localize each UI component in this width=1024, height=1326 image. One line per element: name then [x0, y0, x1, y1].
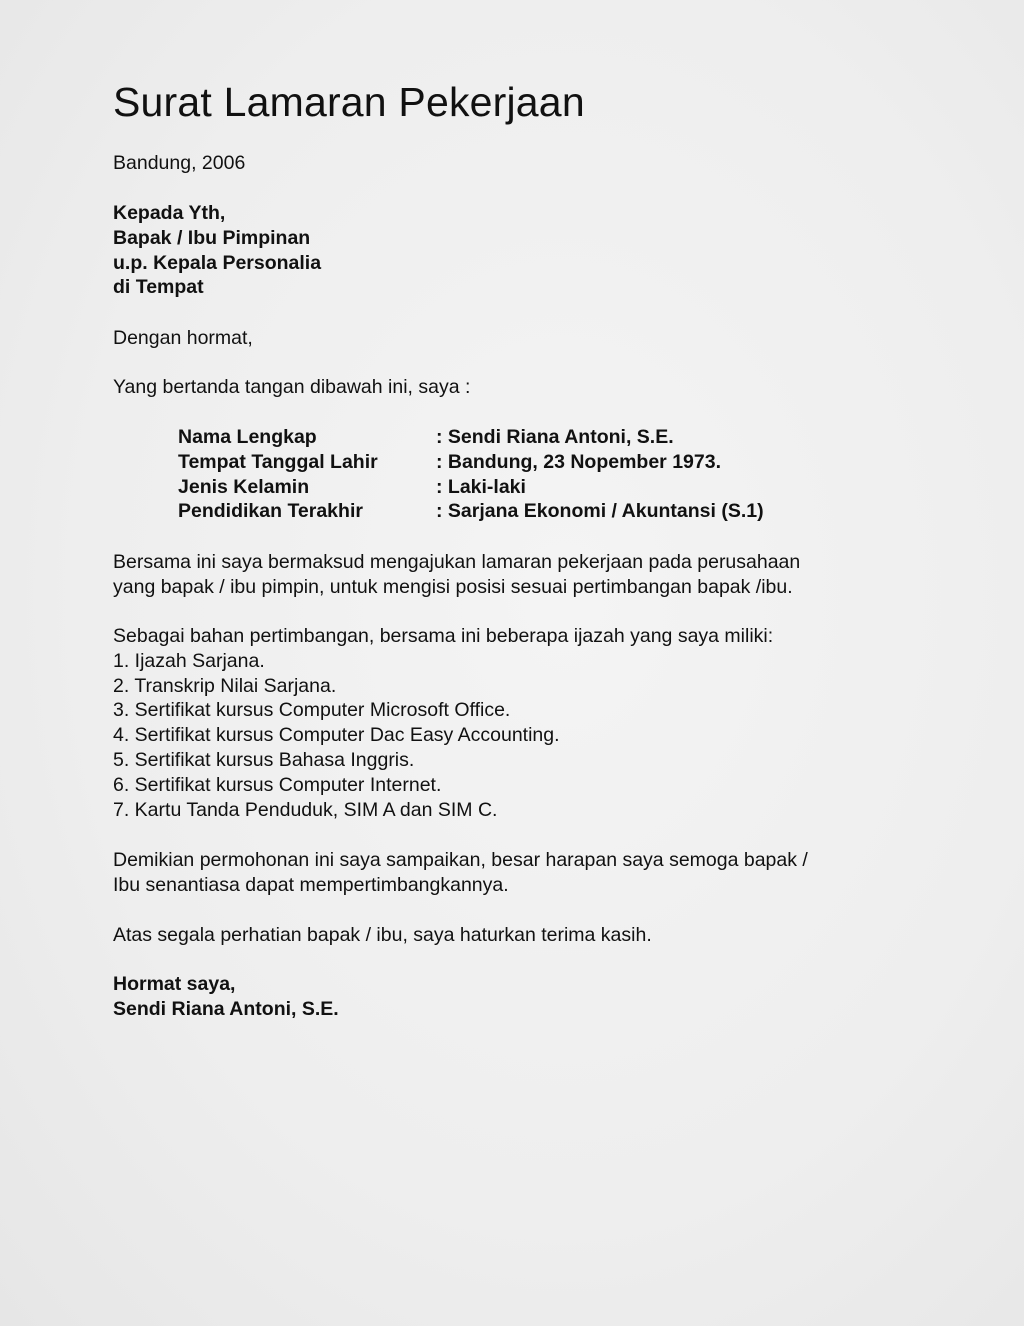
identity-label: Nama Lengkap [178, 426, 317, 448]
attachment-item: 5. Sertifikat kursus Bahasa Inggris. [113, 748, 415, 771]
recipient-line: Kepada Yth, [113, 202, 226, 224]
attachment-item: 6. Sertifikat kursus Computer Internet. [113, 773, 442, 796]
paragraph-line: Ibu senantiasa dapat mempertimbangkannya. [113, 873, 509, 896]
identity-value: : Sarjana Ekonomi / Akuntansi (S.1) [436, 500, 764, 523]
identity-value: : Laki-laki [436, 475, 526, 498]
attachment-item: 3. Sertifikat kursus Computer Microsoft Office. [113, 699, 511, 722]
thanks-text: Atas segala perhatian bapak / ibu, saya haturkan terima kasih. [113, 924, 652, 946]
identity-row [178, 499, 764, 524]
signature-block [113, 972, 339, 1022]
paragraph-line: Demikian permohonan ini saya sampaikan, besar harapan saya semoga bapak / [113, 849, 808, 871]
identity-value: : Bandung, 23 Nopember 1973. [436, 450, 721, 473]
attachment-item: 4. Sertifikat kursus Computer Dac Easy Accounting. [113, 724, 560, 747]
place-date: Bandung, 2006 [113, 152, 246, 174]
recipient-block [113, 201, 321, 300]
closing-paragraph [113, 848, 913, 898]
paragraph-line: Bersama ini saya bermaksud mengajukan lamaran pekerjaan pada perusahaan [113, 551, 801, 573]
paragraph-line: yang bapak / ibu pimpin, untuk mengisi posisi sesuai pertimbangan bapak /ibu. [113, 575, 793, 598]
identity-value: : Sendi Riana Antoni, S.E. [436, 426, 674, 448]
attachment-item: 1. Ijazah Sarjana. [113, 649, 265, 672]
recipient-line: Bapak / Ibu Pimpinan [113, 226, 311, 249]
identity-table [178, 425, 764, 524]
purpose-paragraph [113, 550, 913, 600]
attachment-item: 2. Transkrip Nilai Sarjana. [113, 674, 337, 697]
recipient-line: u.p. Kepala Personalia [113, 251, 322, 274]
attachment-item: 7. Kartu Tanda Penduduk, SIM A dan SIM C. [113, 798, 498, 821]
attachments-intro: Sebagai bahan pertimbangan, bersama ini beberapa ijazah yang saya miliki: [113, 625, 774, 647]
identity-label: Jenis Kelamin [178, 475, 310, 498]
intro-text: Yang bertanda tangan dibawah ini, saya : [113, 376, 471, 398]
recipient-line: di Tempat [113, 276, 204, 299]
letter-title: Surat Lamaran Pekerjaan [113, 79, 585, 125]
identity-label: Pendidikan Terakhir [178, 500, 363, 523]
signoff: Hormat saya, [113, 973, 236, 995]
identity-row [178, 425, 764, 450]
signature-name: Sendi Riana Antoni, S.E. [113, 997, 339, 1020]
identity-row [178, 450, 764, 475]
identity-row [178, 475, 764, 500]
salutation: Dengan hormat, [113, 327, 253, 349]
attachments-section [113, 624, 913, 822]
identity-label: Tempat Tanggal Lahir [178, 450, 378, 473]
